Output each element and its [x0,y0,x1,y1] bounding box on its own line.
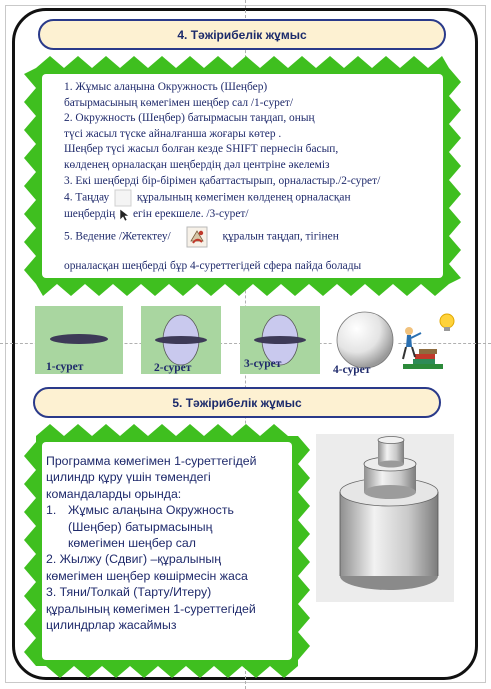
instruction-line-2: батырмасының көмегімен шеңбер сал /1-сурет/ [64,96,294,109]
instruction-line-11: орналасқан шеңберді бұр 4-суреттегідей сфера пайда болады [64,259,362,272]
instruction-line-7: 3. Екі шеңберді бір-бірімен қабаттастырып, орналастыр./2-сурет/ [64,174,381,187]
instruction-line-10 [64,226,429,248]
item-1-line-1: Жұмыс алаңына Окружность [68,503,234,518]
step-line-1: 2. Жылжу (Сдвиг) –құралының [46,552,221,567]
instruction-line-1: 1. Жұмыс алаңына Окружность (Шеңбер) [64,81,268,93]
intro-line-3: командаларды орында: [46,486,182,501]
stacked-cylinder-image [316,434,454,602]
instruction-line-5: Шеңбер түсі жасыл болған кезде SHIFT пернесін басып, [64,143,339,156]
instruction-line-8-b: құралының көмегімен көлденең орналасқан [136,191,351,204]
intro-line-1: Программа көмегімен 1-суреттегідей [46,454,257,468]
figure-3-label: 3-сурет [244,358,282,370]
select-tool-icon [114,189,132,207]
step-line-4: құралының көмегімен 1-суреттегідей [46,601,256,616]
section-5-title-banner [33,387,441,418]
item-1-line-2: (Шеңбер) батырмасының [68,519,213,534]
follow-me-tool-icon [186,226,208,248]
item-1-line-3: көмегімен шеңбер сал [68,536,196,551]
figure-2-label: 2-сурет [154,362,192,374]
section-5-title: 5. Тәжірибелік жұмыс [172,395,302,410]
cursor-arrow-icon [118,208,130,222]
instruction-line-8-a: 4. Таңдау [64,191,110,204]
instruction-line-8 [64,189,429,207]
intro-line-2: цилиндр құру үшін төмендегі [46,470,211,485]
section-4-instructions [64,80,429,274]
instruction-line-6: көлденең орналасқан шеңбердің дәл центріне әкелеміз [64,158,330,171]
step-line-3: 3. Тяни/Толкай (Тарту/Итеру) [46,585,212,600]
instruction-line-9-a: шеңбердің [64,208,116,221]
section-4-title: 4. Тәжірибелік жұмыс [177,27,307,42]
section-5-instructions [46,453,302,633]
figure-1-label: 1-сурет [46,361,84,373]
instruction-line-9-b: егін ерекшеле. /3-сурет/ [132,208,249,221]
section-4-title-banner [38,19,446,50]
numbered-item-1 [46,502,302,551]
mascot-lightbulb-illustration [399,311,461,373]
instruction-line-9 [64,207,429,223]
step-line-5: цилиндрлар жасаймыз [46,618,177,633]
figure-4-label: 4-сурет [333,364,371,376]
instruction-line-10-b: құралын таңдап, тігінен [222,230,339,243]
instruction-line-3: 2. Окружность (Шеңбер) батырмасын таңдап, оның [64,112,315,125]
step-line-2: көмегімен шеңбер көшірмесін жаса [46,568,248,583]
instruction-line-4: түсі жасыл түске айналғанша жоғары көтер . [64,127,282,140]
item-1-number: 1. [46,503,57,518]
instruction-line-10-a: 5. Ведение /Жетектеу/ [64,230,171,243]
